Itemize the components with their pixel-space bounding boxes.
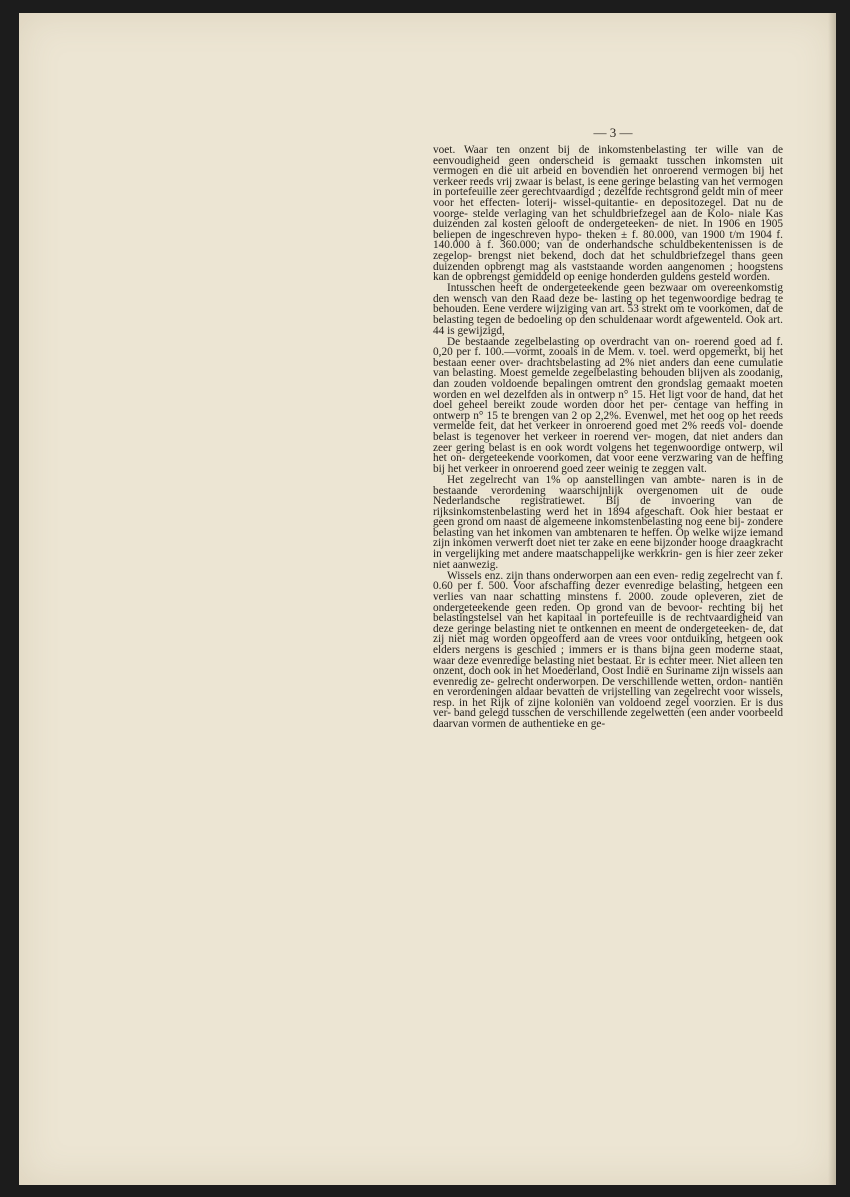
document-page bbox=[19, 13, 836, 1185]
page-number: — 3 — bbox=[593, 125, 633, 140]
paragraph-vermogen: voet. Waar ten onzent bij de inkomstenbelasting ter wille van de eenvoudigheid geen onderscheid is gemaakt tusschen inkomsten uit vermogen en die uit arbeid en bovendien het onroerend vermogen bij het verkeer reeds vrij zwaar is belast, is eene geringe belasting van het vermogen in portefeuille zeer gerechtvaardigd ; dezelfde rechtsgrond geldt min of meer voor het effecten- loterij- wissel-quitantie- en depositozegel. Dat nu de voorge- stelde verlaging van het schuldbriefzegel aan de Kolo- niale Kas duizenden zal kosten gelooft de ondergeteeken- de niet. In 1906 en 1905 beliepen de ingeschreven hypo- theken ± f. 80.000, van 1900 t/m 1904 f. 140.000 à f. 360.000; van de onderhandsche schuldbekentenissen is de zegelop- brengst niet bekend, doch dat het schuldbriefzegel thans geen duizenden opbrengt mag als vaststaande worden aangenomen ; hoogstens kan de opbrengst gemiddeld op eenige honderden guldens gesteld worden. bbox=[433, 144, 783, 284]
paragraph-zegelbelasting: De bestaande zegelbelasting op overdracht van on- roerend goed ad f. 0,20 per f. 100.—vormt, zooals in de Mem. v. toel. werd opgemerkt, bij het bestaan eener over- drachtsbelasting ad 2% niet anders dan eene cumulatie van belasting. Moest gemelde zegelbelasting behouden blijven als zoodanig, dan zouden voldoende bepalingen omtrent den grondslag gemaakt moeten worden en wel dezelfden als in ontwerp n° 15. Het ligt voor de hand, dat het doel geheel bereikt zoude worden door het per- centage van heffing in ontwerp n° 15 te brengen van 2 op 2,2%. Evenwel, met het oog op het reeds vermelde feit, dat het verkeer in onroerend goed met 2% reeds vol- doende belast is tegenover het verkeer in roerend ver- mogen, dat niet anders dan zeer gering belast is en ook wordt volgens het tegenwoordige ontwerp, wil het on- dergeteekende voorkomen, dat voor eene verzwaring van de heffing bij het verkeer in onroerend goed zeer weinig te zeggen valt. bbox=[433, 335, 783, 475]
paragraph-wissels: Wissels enz. zijn thans onderworpen aan een even- redig zegelrecht van f. 0.60 per f. 500. Voor afschaffing dezer evenredige belasting, hetgeen een verlies van naar schatting minstens f. 2000. zoude opleveren, ziet de ondergeteekende geen reden. Op grond van de bevoor- rechting bij het belastingstelsel van het kapitaal in portefeuille is de rechtvaardigheid van deze geringe belasting niet te ontkennen en meent de ondergeteeken- de, dat zij niet mag worden opgeofferd aan de vrees voor ontduiking, hetgeen ook elders nergens is geschied ; immers er is thans bijna geen moderne staat, waar deze evenredige belasting niet bestaat. Er is echter meer. Niet alleen ten onzent, doch ook in het Moederland, Oost Indië en Suriname zijn wissels aan evenredig ze- gelrecht onderworpen. De verschillende wetten, ordon- nantiën en verordeningen aldaar bevatten de vrijstelling van zegelrecht voor wissels, resp. in het Rijk of zijne koloniën van voldoend zegel voorzien. Er is dus ver- band gelegd tusschen de verschillende zegelwetten (een ander voorbeeld daarvan vormen de authentieke en ge- bbox=[433, 569, 783, 731]
paragraph-intusschen: Intusschen heeft de ondergeteekende geen bezwaar om overeenkomstig den wensch van den Raad deze be- lasting op het tegenwoordige bedrag te behouden. Eene verdere wijziging van art. 53 strekt om te voorkomen, dat de belasting tegen de bedoeling op den schuldenaar wordt afgewenteld. Ook art. 44 is gewijzigd, bbox=[433, 282, 783, 337]
body-text bbox=[433, 145, 783, 730]
paragraph-zegelrecht-ambtenaren: Het zegelrecht van 1% op aanstellingen van ambte- naren is in de bestaande verordening waarschijnlijk overgenomen uit de oude Nederlandsche registratiewet. Bij de invoering van de rijksinkomstenbelasting werd het in 1894 afgeschaft. Ook hier bestaat er geen grond om naast de algemeene inkomstenbelasting nog eene bij- zondere belasting van het inkomen van ambtenaren te heffen. Op welke wijze iemand zijn inkomen verwerft doet niet ter zake en eene bijzonder hooge draagkracht in vergelijking met andere maatschappelijke werkkrin- gen is hier zeer zeker niet aanwezig. bbox=[433, 473, 783, 571]
